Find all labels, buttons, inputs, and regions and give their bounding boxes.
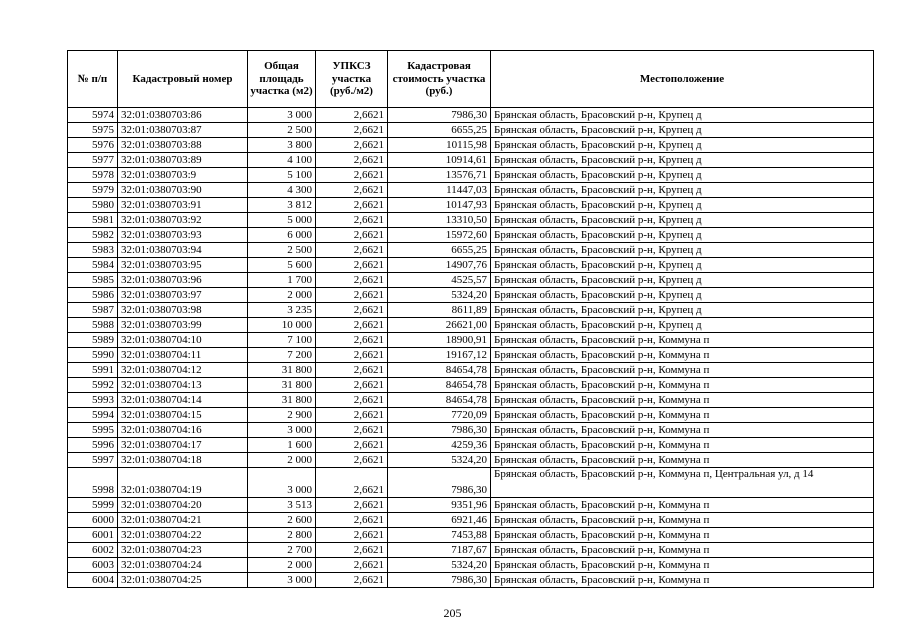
table-row xyxy=(68,423,874,438)
cell-location: Брянская область, Брасовский р-н, Крупец д xyxy=(491,108,874,123)
table-row xyxy=(68,498,874,513)
cell-location: Брянская область, Брасовский р-н, Крупец д xyxy=(491,228,874,243)
header-area: Общая площадь участка (м2) xyxy=(248,51,316,108)
cell-area: 4 100 xyxy=(248,153,316,168)
cell-cadastral-number: 32:01:0380703:90 xyxy=(118,183,248,198)
header-cadastral-number: Кадастровый номер xyxy=(118,51,248,108)
cell-cadastral-cost: 5324,20 xyxy=(388,558,491,573)
cell-cadastral-cost: 13576,71 xyxy=(388,168,491,183)
table-row xyxy=(68,273,874,288)
table-row xyxy=(68,138,874,153)
cell-area: 7 100 xyxy=(248,333,316,348)
cell-number: 5979 xyxy=(68,183,118,198)
cell-upksz: 2,6621 xyxy=(316,108,388,123)
header-upksz: УПКСЗ участка (руб./м2) xyxy=(316,51,388,108)
cadastral-table xyxy=(67,50,874,588)
cell-upksz: 2,6621 xyxy=(316,573,388,588)
cell-upksz: 2,6621 xyxy=(316,378,388,393)
cell-area: 2 600 xyxy=(248,513,316,528)
cell-upksz: 2,6621 xyxy=(316,348,388,363)
cell-area: 3 513 xyxy=(248,498,316,513)
cell-area: 3 000 xyxy=(248,423,316,438)
header-location: Местоположение xyxy=(491,51,874,108)
table-body xyxy=(68,108,874,588)
cell-upksz: 2,6621 xyxy=(316,558,388,573)
cell-area: 31 800 xyxy=(248,363,316,378)
cell-cadastral-cost: 7720,09 xyxy=(388,408,491,423)
cell-upksz: 2,6621 xyxy=(316,393,388,408)
cell-cadastral-number: 32:01:0380704:23 xyxy=(118,543,248,558)
cell-upksz: 2,6621 xyxy=(316,168,388,183)
table-row xyxy=(68,153,874,168)
cell-area: 2 000 xyxy=(248,288,316,303)
cell-cadastral-cost: 84654,78 xyxy=(388,393,491,408)
cell-number: 5989 xyxy=(68,333,118,348)
cell-cadastral-number: 32:01:0380704:12 xyxy=(118,363,248,378)
cell-cadastral-number: 32:01:0380704:17 xyxy=(118,438,248,453)
cell-number: 5993 xyxy=(68,393,118,408)
table-row xyxy=(68,303,874,318)
cell-cadastral-cost: 8611,89 xyxy=(388,303,491,318)
cell-cadastral-number: 32:01:0380703:93 xyxy=(118,228,248,243)
cell-upksz: 2,6621 xyxy=(316,153,388,168)
cell-number: 5999 xyxy=(68,498,118,513)
cell-upksz: 2,6621 xyxy=(316,543,388,558)
cell-upksz: 2,6621 xyxy=(316,453,388,468)
table-row xyxy=(68,333,874,348)
cell-cadastral-cost: 4259,36 xyxy=(388,438,491,453)
cell-cadastral-number: 32:01:0380704:10 xyxy=(118,333,248,348)
cell-number: 5985 xyxy=(68,273,118,288)
cell-number: 5997 xyxy=(68,453,118,468)
cell-number: 5986 xyxy=(68,288,118,303)
cell-area: 3 800 xyxy=(248,138,316,153)
cell-cadastral-cost: 7986,30 xyxy=(388,468,491,498)
cell-cadastral-cost: 84654,78 xyxy=(388,363,491,378)
cell-number: 6000 xyxy=(68,513,118,528)
table-row xyxy=(68,573,874,588)
table-row xyxy=(68,243,874,258)
cell-cadastral-number: 32:01:0380703:97 xyxy=(118,288,248,303)
cell-location: Брянская область, Брасовский р-н, Крупец д xyxy=(491,183,874,198)
cell-upksz: 2,6621 xyxy=(316,123,388,138)
cell-number: 5980 xyxy=(68,198,118,213)
cell-area: 31 800 xyxy=(248,378,316,393)
table-row xyxy=(68,528,874,543)
cell-number: 5988 xyxy=(68,318,118,333)
cell-cadastral-number: 32:01:0380704:18 xyxy=(118,453,248,468)
cell-location: Брянская область, Брасовский р-н, Коммуна п xyxy=(491,573,874,588)
cell-location: Брянская область, Брасовский р-н, Крупец д xyxy=(491,303,874,318)
cell-upksz: 2,6621 xyxy=(316,468,388,498)
cell-location: Брянская область, Брасовский р-н, Коммуна п xyxy=(491,363,874,378)
cell-area: 1 700 xyxy=(248,273,316,288)
table-row xyxy=(68,513,874,528)
cell-location: Брянская область, Брасовский р-н, Крупец д xyxy=(491,243,874,258)
cell-area: 3 000 xyxy=(248,573,316,588)
cell-cadastral-cost: 6921,46 xyxy=(388,513,491,528)
cell-upksz: 2,6621 xyxy=(316,498,388,513)
table-row xyxy=(68,363,874,378)
cell-location: Брянская область, Брасовский р-н, Коммуна п xyxy=(491,558,874,573)
cell-upksz: 2,6621 xyxy=(316,258,388,273)
cell-number: 5987 xyxy=(68,303,118,318)
cell-cadastral-number: 32:01:0380704:24 xyxy=(118,558,248,573)
cell-upksz: 2,6621 xyxy=(316,303,388,318)
table-row xyxy=(68,108,874,123)
table-row xyxy=(68,228,874,243)
cell-cadastral-cost: 4525,57 xyxy=(388,273,491,288)
cell-upksz: 2,6621 xyxy=(316,273,388,288)
cell-cadastral-cost: 10147,93 xyxy=(388,198,491,213)
cell-cadastral-number: 32:01:0380704:14 xyxy=(118,393,248,408)
cell-location: Брянская область, Брасовский р-н, Коммуна п xyxy=(491,378,874,393)
cell-cadastral-number: 32:01:0380703:86 xyxy=(118,108,248,123)
cell-number: 5982 xyxy=(68,228,118,243)
table-row xyxy=(68,213,874,228)
cell-location: Брянская область, Брасовский р-н, Коммуна п xyxy=(491,513,874,528)
table-row xyxy=(68,318,874,333)
cell-location: Брянская область, Брасовский р-н, Крупец д xyxy=(491,258,874,273)
header-number: № п/п xyxy=(68,51,118,108)
cell-cadastral-number: 32:01:0380703:88 xyxy=(118,138,248,153)
cell-cadastral-number: 32:01:0380704:19 xyxy=(118,468,248,498)
cell-cadastral-cost: 13310,50 xyxy=(388,213,491,228)
cell-number: 5995 xyxy=(68,423,118,438)
cell-area: 6 000 xyxy=(248,228,316,243)
cell-location: Брянская область, Брасовский р-н, Коммуна п xyxy=(491,333,874,348)
table-row xyxy=(68,438,874,453)
cell-area: 2 900 xyxy=(248,408,316,423)
cell-location: Брянская область, Брасовский р-н, Коммуна п xyxy=(491,438,874,453)
cell-upksz: 2,6621 xyxy=(316,528,388,543)
cell-cadastral-number: 32:01:0380703:94 xyxy=(118,243,248,258)
table-row xyxy=(68,468,874,498)
cell-number: 5990 xyxy=(68,348,118,363)
cell-location: Брянская область, Брасовский р-н, Крупец д xyxy=(491,318,874,333)
cell-location: Брянская область, Брасовский р-н, Крупец д xyxy=(491,273,874,288)
table-row xyxy=(68,408,874,423)
cell-number: 6004 xyxy=(68,573,118,588)
table-row xyxy=(68,168,874,183)
table-row xyxy=(68,543,874,558)
cell-location: Брянская область, Брасовский р-н, Коммуна п xyxy=(491,453,874,468)
cell-cadastral-cost: 11447,03 xyxy=(388,183,491,198)
cell-cadastral-number: 32:01:0380704:25 xyxy=(118,573,248,588)
cell-area: 7 200 xyxy=(248,348,316,363)
cell-cadastral-cost: 15972,60 xyxy=(388,228,491,243)
cell-cadastral-number: 32:01:0380704:22 xyxy=(118,528,248,543)
cell-number: 5998 xyxy=(68,468,118,498)
cell-number: 5976 xyxy=(68,138,118,153)
cell-upksz: 2,6621 xyxy=(316,138,388,153)
table-row xyxy=(68,348,874,363)
cell-number: 5996 xyxy=(68,438,118,453)
cell-number: 5978 xyxy=(68,168,118,183)
cell-cadastral-cost: 19167,12 xyxy=(388,348,491,363)
cell-number: 5977 xyxy=(68,153,118,168)
cell-number: 5983 xyxy=(68,243,118,258)
cell-number: 5984 xyxy=(68,258,118,273)
table-row xyxy=(68,123,874,138)
cell-cadastral-cost: 10914,61 xyxy=(388,153,491,168)
table-row xyxy=(68,288,874,303)
cell-area: 2 000 xyxy=(248,558,316,573)
table-row xyxy=(68,393,874,408)
cell-number: 6001 xyxy=(68,528,118,543)
cell-cadastral-number: 32:01:0380703:98 xyxy=(118,303,248,318)
cell-area: 31 800 xyxy=(248,393,316,408)
cell-cadastral-number: 32:01:0380704:16 xyxy=(118,423,248,438)
header-cadastral-cost: Кадастровая стоимость участка (руб.) xyxy=(388,51,491,108)
cell-cadastral-cost: 10115,98 xyxy=(388,138,491,153)
cell-location: Брянская область, Брасовский р-н, Крупец д xyxy=(491,168,874,183)
cell-cadastral-cost: 5324,20 xyxy=(388,453,491,468)
cell-cadastral-number: 32:01:0380704:13 xyxy=(118,378,248,393)
cell-area: 3 812 xyxy=(248,198,316,213)
cell-upksz: 2,6621 xyxy=(316,513,388,528)
cell-area: 3 000 xyxy=(248,108,316,123)
cell-location: Брянская область, Брасовский р-н, Коммуна п xyxy=(491,528,874,543)
cell-location: Брянская область, Брасовский р-н, Коммуна п xyxy=(491,348,874,363)
table-header-row xyxy=(68,51,874,108)
cell-area: 2 700 xyxy=(248,543,316,558)
cell-location: Брянская область, Брасовский р-н, Коммуна п, Центральная ул, д 14 xyxy=(491,468,874,498)
cell-location: Брянская область, Брасовский р-н, Крупец д xyxy=(491,198,874,213)
cell-area: 2 500 xyxy=(248,243,316,258)
cell-location: Брянская область, Брасовский р-н, Крупец д xyxy=(491,123,874,138)
cell-upksz: 2,6621 xyxy=(316,408,388,423)
cell-cadastral-cost: 6655,25 xyxy=(388,123,491,138)
cell-cadastral-number: 32:01:0380704:21 xyxy=(118,513,248,528)
cell-cadastral-number: 32:01:0380704:20 xyxy=(118,498,248,513)
cell-location: Брянская область, Брасовский р-н, Коммуна п xyxy=(491,393,874,408)
cell-cadastral-number: 32:01:0380703:89 xyxy=(118,153,248,168)
cell-area: 2 500 xyxy=(248,123,316,138)
cell-number: 5975 xyxy=(68,123,118,138)
cell-cadastral-cost: 7986,30 xyxy=(388,108,491,123)
cell-cadastral-number: 32:01:0380703:92 xyxy=(118,213,248,228)
cell-cadastral-number: 32:01:0380703:99 xyxy=(118,318,248,333)
cell-cadastral-cost: 84654,78 xyxy=(388,378,491,393)
cell-number: 5974 xyxy=(68,108,118,123)
cell-cadastral-number: 32:01:0380703:9 xyxy=(118,168,248,183)
cell-cadastral-number: 32:01:0380704:15 xyxy=(118,408,248,423)
cell-number: 5991 xyxy=(68,363,118,378)
cell-area: 1 600 xyxy=(248,438,316,453)
cell-upksz: 2,6621 xyxy=(316,318,388,333)
cell-cadastral-cost: 18900,91 xyxy=(388,333,491,348)
cell-upksz: 2,6621 xyxy=(316,438,388,453)
cell-location: Брянская область, Брасовский р-н, Коммуна п xyxy=(491,543,874,558)
cell-cadastral-cost: 9351,96 xyxy=(388,498,491,513)
cell-area: 5 100 xyxy=(248,168,316,183)
table-row xyxy=(68,453,874,468)
cell-area: 3 000 xyxy=(248,468,316,498)
cell-upksz: 2,6621 xyxy=(316,333,388,348)
cell-upksz: 2,6621 xyxy=(316,228,388,243)
cell-upksz: 2,6621 xyxy=(316,198,388,213)
cell-area: 2 000 xyxy=(248,453,316,468)
cell-upksz: 2,6621 xyxy=(316,183,388,198)
cell-location: Брянская область, Брасовский р-н, Крупец д xyxy=(491,213,874,228)
cell-area: 4 300 xyxy=(248,183,316,198)
cell-area: 2 800 xyxy=(248,528,316,543)
cell-upksz: 2,6621 xyxy=(316,363,388,378)
cell-cadastral-number: 32:01:0380703:87 xyxy=(118,123,248,138)
table-row xyxy=(68,378,874,393)
cell-cadastral-cost: 6655,25 xyxy=(388,243,491,258)
cell-location: Брянская область, Брасовский р-н, Крупец д xyxy=(491,288,874,303)
cell-cadastral-cost: 14907,76 xyxy=(388,258,491,273)
table-row xyxy=(68,198,874,213)
cell-cadastral-cost: 26621,00 xyxy=(388,318,491,333)
cell-cadastral-cost: 7187,67 xyxy=(388,543,491,558)
page-number: 205 xyxy=(443,606,462,620)
table-row xyxy=(68,183,874,198)
cell-cadastral-number: 32:01:0380703:96 xyxy=(118,273,248,288)
cell-cadastral-cost: 7453,88 xyxy=(388,528,491,543)
cell-upksz: 2,6621 xyxy=(316,423,388,438)
table-row xyxy=(68,558,874,573)
cell-number: 6002 xyxy=(68,543,118,558)
cell-number: 5994 xyxy=(68,408,118,423)
cell-number: 5981 xyxy=(68,213,118,228)
cell-number: 6003 xyxy=(68,558,118,573)
cell-location: Брянская область, Брасовский р-н, Коммуна п xyxy=(491,408,874,423)
cell-area: 5 000 xyxy=(248,213,316,228)
cell-cadastral-number: 32:01:0380703:91 xyxy=(118,198,248,213)
cell-cadastral-number: 32:01:0380703:95 xyxy=(118,258,248,273)
cell-upksz: 2,6621 xyxy=(316,243,388,258)
cell-area: 5 600 xyxy=(248,258,316,273)
table-row xyxy=(68,258,874,273)
cell-cadastral-cost: 7986,30 xyxy=(388,573,491,588)
cell-area: 3 235 xyxy=(248,303,316,318)
cell-upksz: 2,6621 xyxy=(316,288,388,303)
cell-area: 10 000 xyxy=(248,318,316,333)
cell-cadastral-cost: 5324,20 xyxy=(388,288,491,303)
cell-location: Брянская область, Брасовский р-н, Крупец д xyxy=(491,138,874,153)
cell-location: Брянская область, Брасовский р-н, Крупец д xyxy=(491,153,874,168)
cell-number: 5992 xyxy=(68,378,118,393)
cell-upksz: 2,6621 xyxy=(316,213,388,228)
cell-location: Брянская область, Брасовский р-н, Коммуна п xyxy=(491,498,874,513)
cell-cadastral-number: 32:01:0380704:11 xyxy=(118,348,248,363)
cell-location: Брянская область, Брасовский р-н, Коммуна п xyxy=(491,423,874,438)
cell-cadastral-cost: 7986,30 xyxy=(388,423,491,438)
